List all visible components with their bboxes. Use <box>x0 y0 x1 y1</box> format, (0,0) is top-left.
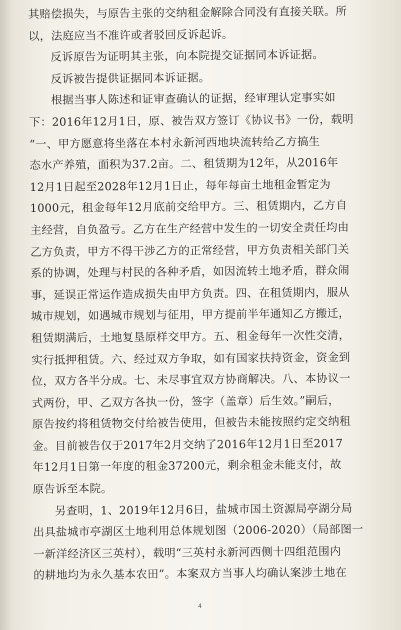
text-line: “一、甲方愿意将坐落在本村永新河西地块流转给乙方搞生 <box>29 134 321 151</box>
text-line: 原告诉至本院。 <box>32 482 113 497</box>
page-edge-shadow <box>0 0 12 630</box>
page-number: 4 <box>198 603 202 610</box>
text-line: 金。目前被告仅于2017年2月交纳了2016年12月1日至2017 <box>32 436 343 453</box>
text-line: 式两份，甲、乙双方各执一份，签字（盖章）后生效。”嗣后， <box>31 393 340 410</box>
text-line: 其赔偿损失，与原告主张的交纳租金解除合同没有直接关联。所 <box>28 4 348 21</box>
text-line: 位，双方各半分成。七、未尽事宜双方协商解决。八、本协议一 <box>31 372 351 389</box>
text-line: 下：2016年12月1日，原、被告双方签订《协议书》一份，载明 <box>29 112 354 129</box>
text-line: 年12月1日第一年度的租金37200元，剩余租金未能支付，故 <box>32 458 342 475</box>
text-line: 租赁期满后，土地复垦原样交甲方。五、租金每年一次性交清， <box>31 328 351 345</box>
text-line: 系的协调，处理与村民的各种矛盾，如因流转土地矛盾，群众闹 <box>30 264 350 281</box>
text-line: 原告按约将租赁物交付给被告使用，但被告未能按照约定交纳租 <box>31 415 351 432</box>
document-text-block <box>28 1 390 587</box>
text-line: 以，法庭应当不准许或者驳回反诉起诉。 <box>28 27 234 43</box>
text-line: 出具盐城市亭湖区土地利用总体规划图（2006-2020）（局部图一 <box>33 523 364 540</box>
text-line: 反诉被告提供证据同本诉证据。 <box>50 71 211 86</box>
text-line: 乙方负责，甲方不得干涉乙方的正常经营，甲方负责相关部门关 <box>30 242 350 259</box>
text-line: 1000元，租金每年12月底前交给甲方。三、租赁期内，乙方自 <box>29 199 348 216</box>
text-line: 的耕地均为永久基本农田”。本案双方当事人均确认案涉土地在 <box>33 566 347 583</box>
text-line: 主经营，自负盈亏。乙方在生产经营中发生的一切安全责任均由 <box>30 220 350 237</box>
text-line: 城市规划，如遇城市规划与征用，甲方提前半年通知乙方搬迁， <box>30 307 350 324</box>
text-line: 一新洋经济区三英村），载明“三英村永新河西侧十四组范围内 <box>33 544 342 561</box>
text-line: 实行抵押租赁。六、经过双方争取，如有国家扶持资金，资金到 <box>31 350 351 367</box>
text-line: 态水产养殖，面积为37.2亩。二、租赁期为12年，从2016年 <box>29 156 339 173</box>
text-line: 12月1日起至2028年12月1日止，每年每亩土地租金暂定为 <box>29 177 331 194</box>
text-line: 事，延误正常运作造成损失由甲方负责。四、在租赁期内，服从 <box>30 285 350 302</box>
text-line: 反诉原告为证明其主张，向本院提交证据同本诉证据。 <box>50 48 324 64</box>
text-line: 另查明，1、2019年12月6日，盐城市国土资源局亭湖分局 <box>54 501 353 518</box>
text-line: 根据当事人陈述和证审查确认的证据，经审理认定事实如 <box>50 91 336 108</box>
